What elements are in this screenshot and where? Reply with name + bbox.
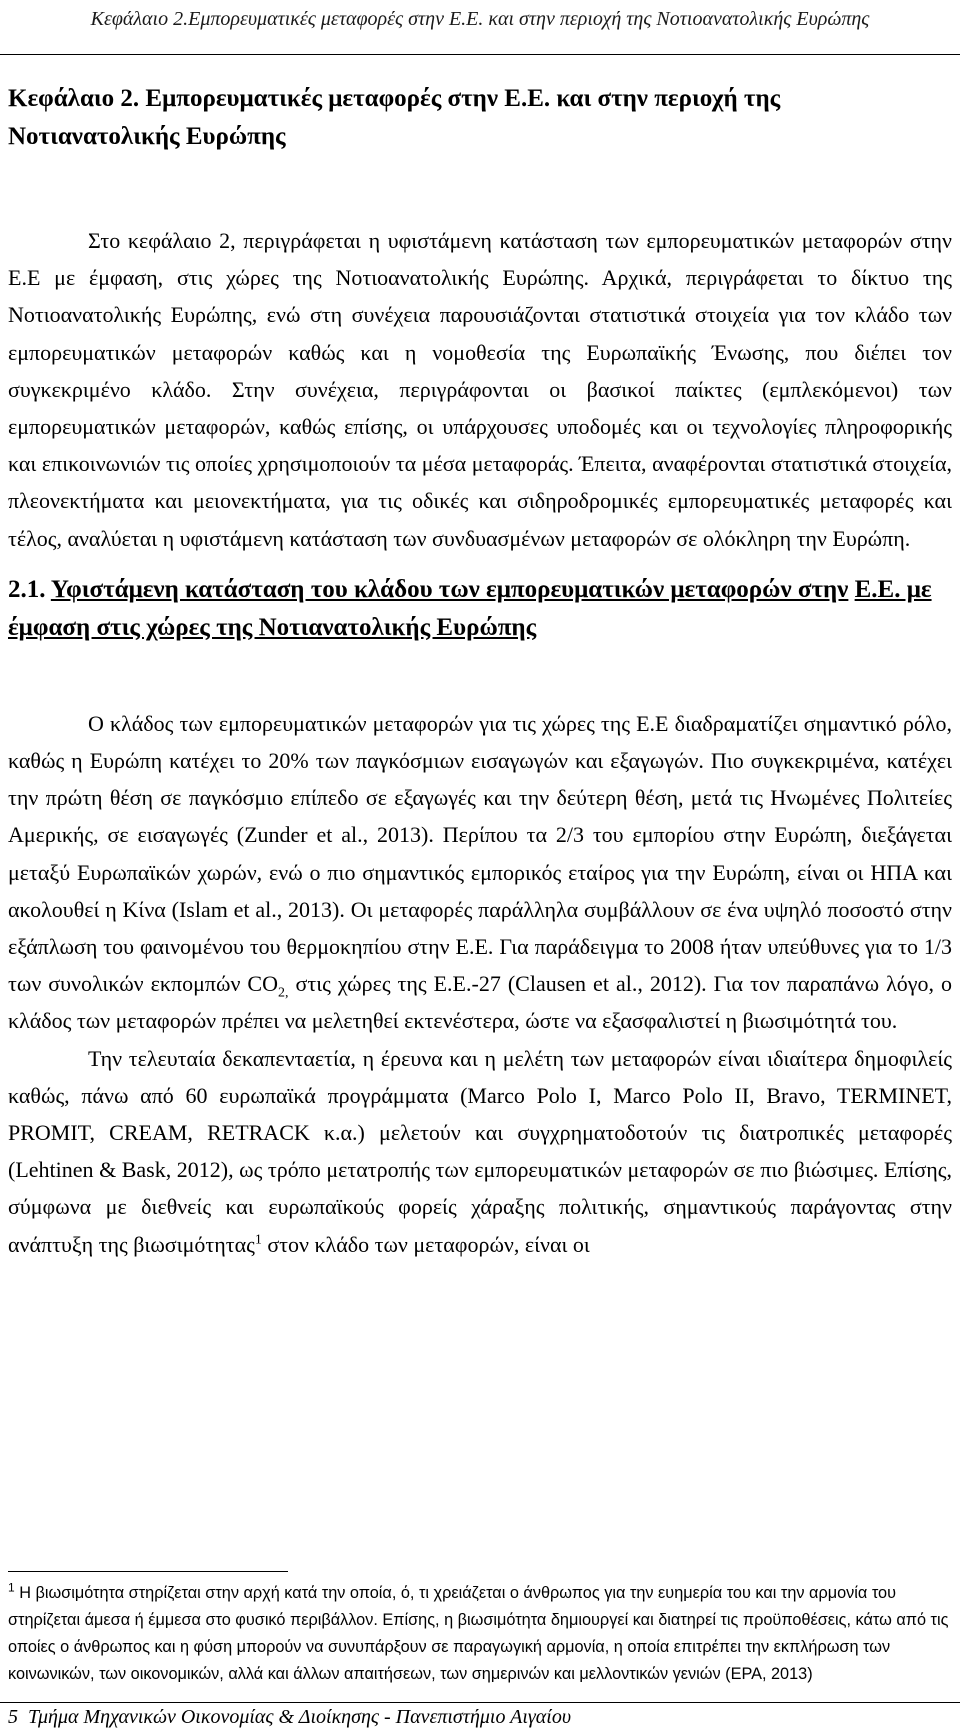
footnote-reference[interactable]: 1	[254, 1232, 262, 1248]
body-paragraph-2-text-b: στον κλάδο των μεταφορών, είναι οι	[261, 1231, 590, 1257]
co2-subscript: 2,	[277, 985, 289, 1001]
footnote	[8, 1580, 952, 1688]
section-title-line2: Ε.Ε. με έμφαση στις χώρες της Νοτιανατολικής Ευρώπης	[8, 575, 932, 641]
footnote-text: Η βιωσιμότητα στηρίζεται στην αρχή κατά την οποία, ό, τι χρειάζεται ο άνθρωπος για την ευημερία του και την αρμονία του στηρίζεται άμεσα ή έμμεσα στο φυσικό περιβάλλον. Επίσης, η βιωσιμότητα δημιουργεί και διατηρεί τις προϋποθέσεις, κάτω από τις οποίες ο άνθρωπος και η φύση μπορούν να συνυπάρξουν σε παραγωγική αρμονία, η οποία επιτρέπει την εκπλήρωση των κοινωνικών, των οικονομικών, αλλά και άλλων απαιτήσεων, των σημερινών και μελλοντικών γενιών (EPA, 2013)	[8, 1584, 949, 1683]
section-heading	[8, 571, 952, 647]
footnote-marker: 1	[8, 1580, 15, 1595]
body-paragraph-1-text-a: Ο κλάδος των εμπορευματικών μεταφορών για τις χώρες της Ε.Ε διαδραματίζει σημαντικό ρόλο, καθώς η Ευρώπη κατέχει το 20% των παγκόσμιων εισαγωγών και εξαγωγών. Πιο συγκεκριμένα, κατέχει την πρώτη θέση σε παγκόσμιο επίπεδο σε εξαγωγές και την δεύτερη θέση, μετά τις Ηνωμένες Πολιτείες Αμερικής, σε εισαγωγές (Zunder et al., 2013). Περίπου τα 2/3 του εμπορίου στην Ευρώπη, διεξάγεται μεταξύ Ευρωπαϊκών χωρών, ενώ ο πιο σημαντικός εμπορικός εταίρος για την Ευρώπη, είναι οι ΗΠΑ και ακολουθεί η Κίνα (Islam et al., 2013). Οι μεταφορές παράλληλα συμβάλλουν σε ένα υψηλό ποσοστό στην εξάπλωση του φαινομένου του θερμοκηπίου στην Ε.Ε. Για παράδειγμα το 2008 ήταν υπεύθυνες για το 1/3 των συνολικών εκπομπών CO	[8, 710, 952, 997]
footer-institution: Τμήμα Μηχανικών Οικονομίας & Διοίκησης - Πανεπιστήμιο Αιγαίου	[28, 1706, 571, 1728]
section-title-line1: Υφιστάμενη κατάσταση του κλάδου των εμπορευματικών μεταφορών στην	[50, 575, 849, 603]
running-header: Κεφάλαιο 2.Εμπορευματικές μεταφορές στην Ε.Ε. και στην περιοχή της Νοτιοανατολικής Ευρώπης	[90, 8, 870, 30]
page-content	[8, 80, 952, 1263]
body-paragraph-2	[8, 1040, 952, 1263]
chapter-title: Κεφάλαιο 2. Εμπορευματικές μεταφορές στην Ε.Ε. και στην περιοχή της Νοτιανατολικής Ευρώπης	[8, 85, 781, 150]
intro-paragraph: Στο κεφάλαιο 2, περιγράφεται η υφιστάμενη κατάσταση των εμπορευματικών μεταφορών στην Ε.Ε με έμφαση, στις χώρες της Νοτιοανατολικής Ευρώπης. Αρχικά, περιγράφεται το δίκτυο της Νοτιοανατολικής Ευρώπης, ενώ στη συνέχεια παρουσιάζονται στατιστικά στοιχεία για τον κλάδο των εμπορευματικών μεταφορών καθώς και η νομοθεσία της Ευρωπαϊκής Ένωσης, που διέπει τον συγκεκριμένο κλάδο. Στην συνέχεια, περιγράφονται οι βασικοί παίκτες (εμπλεκόμενοι) των εμπορευματικών μεταφορών, καθώς επίσης, οι υπάρχουσες υποδομές και οι τεχνολογίες πληροφορικής και επικοινωνιών τις οποίες χρησιμοποιούν τα μέσα μεταφοράς. Έπειτα, αναφέρονται στατιστικά στοιχεία, πλεονεκτήματα και μειονεκτήματα, για τις οδικές και σιδηροδρομικές εμπορευματικές μεταφορές και τέλος, αναλύεται η υφιστάμενη κατάσταση των συνδυασμένων μεταφορών σε ολόκληρη την Ευρώπη.	[8, 228, 952, 551]
header-rule	[0, 54, 960, 55]
page-footer	[8, 1706, 571, 1729]
section-number: 2.1.	[8, 575, 46, 603]
footer-rule	[0, 1702, 960, 1703]
body-paragraph-2-text-a: Την τελευταία δεκαπενταετία, η έρευνα και η μελέτη των μεταφορών είναι ιδιαίτερα δημοφιλείς καθώς, πάνω από 60 ευρωπαϊκά προγράμματα (Marco Polo I, Marco Polo II, Bravo, TERMINET, PROMIT, CREAM, RETRACK κ.α.) μελετούν και συγχρηματοδοτούν τις διατροπικές μεταφορές (Lehtinen & Bask, 2012), ως τρόπο μετατροπής των εμπορευματικών μεταφορών σε πιο βιώσιμες. Επίσης, σύμφωνα με διεθνείς και ευρωπαϊκούς φορείς χάραξης πολιτικής, σημαντικούς παράγοντας στην ανάπτυξη της βιωσιμότητας	[8, 1045, 952, 1257]
body-paragraph-1	[8, 705, 952, 1040]
page-number: 5	[8, 1706, 18, 1728]
body-paragraph-1-text-b: στις χώρες της Ε.Ε.-27 (Clausen et al., 2012). Για τον παραπάνω λόγο, ο κλάδος των μεταφορών πρέπει να μελετηθεί εκτενέστερα, ώστε να εξασφαλιστεί η βιωσιμότητά του.	[8, 971, 952, 1034]
footnote-rule	[8, 1571, 288, 1572]
